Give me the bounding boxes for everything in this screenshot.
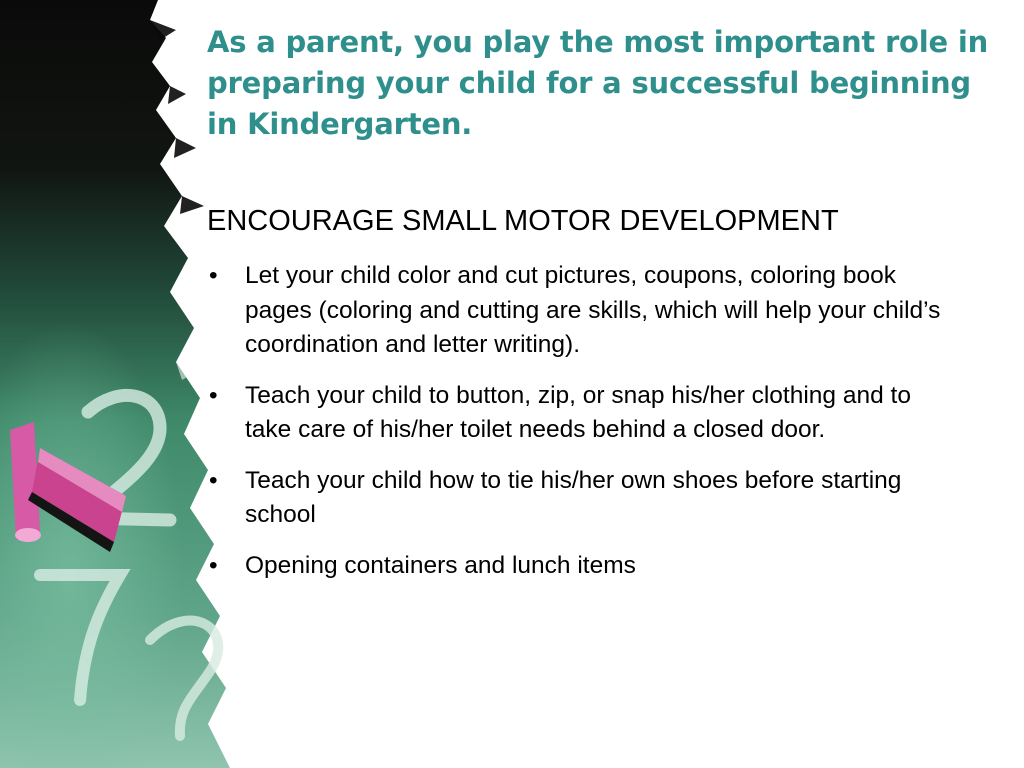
bullet-marker: •: [209, 466, 218, 494]
bullet-list: [207, 259, 947, 599]
bullet-marker: •: [209, 262, 218, 289]
bullet-marker: •: [209, 381, 218, 409]
bullet-item: [207, 259, 947, 363]
bullet-item: [207, 464, 947, 533]
section-heading: ENCOURAGE SMALL MOTOR DEVELOPMENT: [207, 205, 839, 237]
bullet-text: Opening containers and lunch items: [245, 551, 636, 579]
slide-title: As a parent, you play the most important role in preparing your child for a successful beginning in Kindergarten.: [207, 25, 989, 141]
chalkboard-image: [0, 0, 240, 768]
bullet-text: Teach your child how to tie his/her own shoes before starting school: [245, 466, 902, 528]
bullet-marker: •: [209, 551, 218, 579]
bullet-item: [207, 379, 947, 448]
bullet-text: Let your child color and cut pictures, coupons, coloring book pages (coloring and cutting are skills, which will help your child’s coordination and letter writing).: [245, 262, 941, 358]
bullet-text: Teach your child to button, zip, or snap his/her clothing and to take care of his/her toilet needs behind a closed door.: [245, 381, 911, 443]
bullet-item: [207, 549, 947, 584]
